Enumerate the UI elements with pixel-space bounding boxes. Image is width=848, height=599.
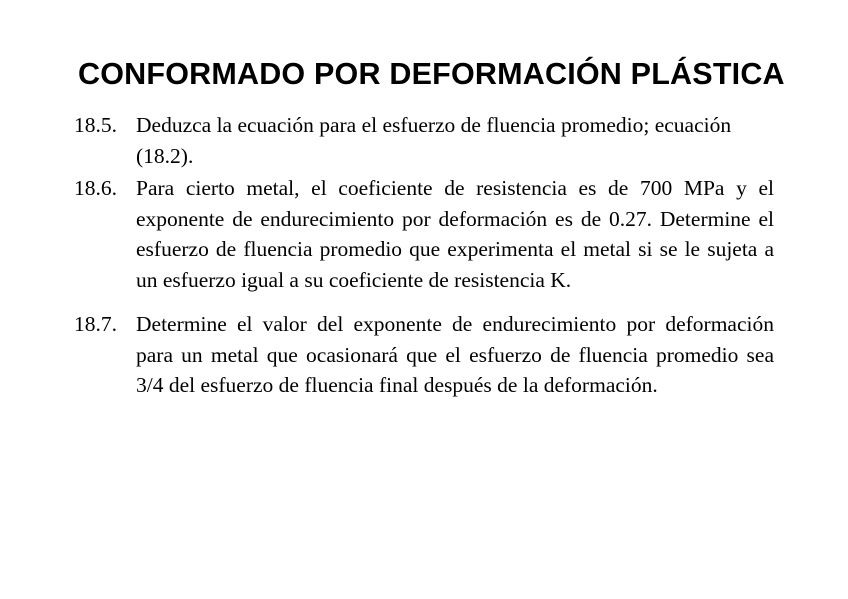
list-item-text: Determine el valor del exponente de endurecimiento por deformación para un metal que ocasionará que el esfuerzo de fluencia promedio sea 3/4 del esfuerzo de fluencia final después de la deformación. xyxy=(136,312,774,398)
list-item xyxy=(74,110,774,171)
list-item-number: 18.7. xyxy=(74,312,117,337)
list-item xyxy=(74,309,774,401)
list-item-number: 18.5. xyxy=(74,113,117,137)
list-item-number: 18.6. xyxy=(74,176,117,201)
spacer xyxy=(74,295,774,309)
list-item-text: Deduzca la ecuación para el esfuerzo de fluencia promedio; ecuación (18.2). xyxy=(136,113,732,168)
list-item-text: Para cierto metal, el coeficiente de resistencia es de 700 MPa y el exponente de endurecimiento por deformación es de 0.27. Determine el esfuerzo de fluencia promedio que experimenta el metal si se le sujeta a un esfuerzo igual a su coeficiente de resistencia K. xyxy=(136,176,774,292)
list-item xyxy=(74,173,774,295)
exercise-list xyxy=(74,110,774,401)
page-title: CONFORMADO POR DEFORMACIÓN PLÁSTICA xyxy=(78,57,785,92)
